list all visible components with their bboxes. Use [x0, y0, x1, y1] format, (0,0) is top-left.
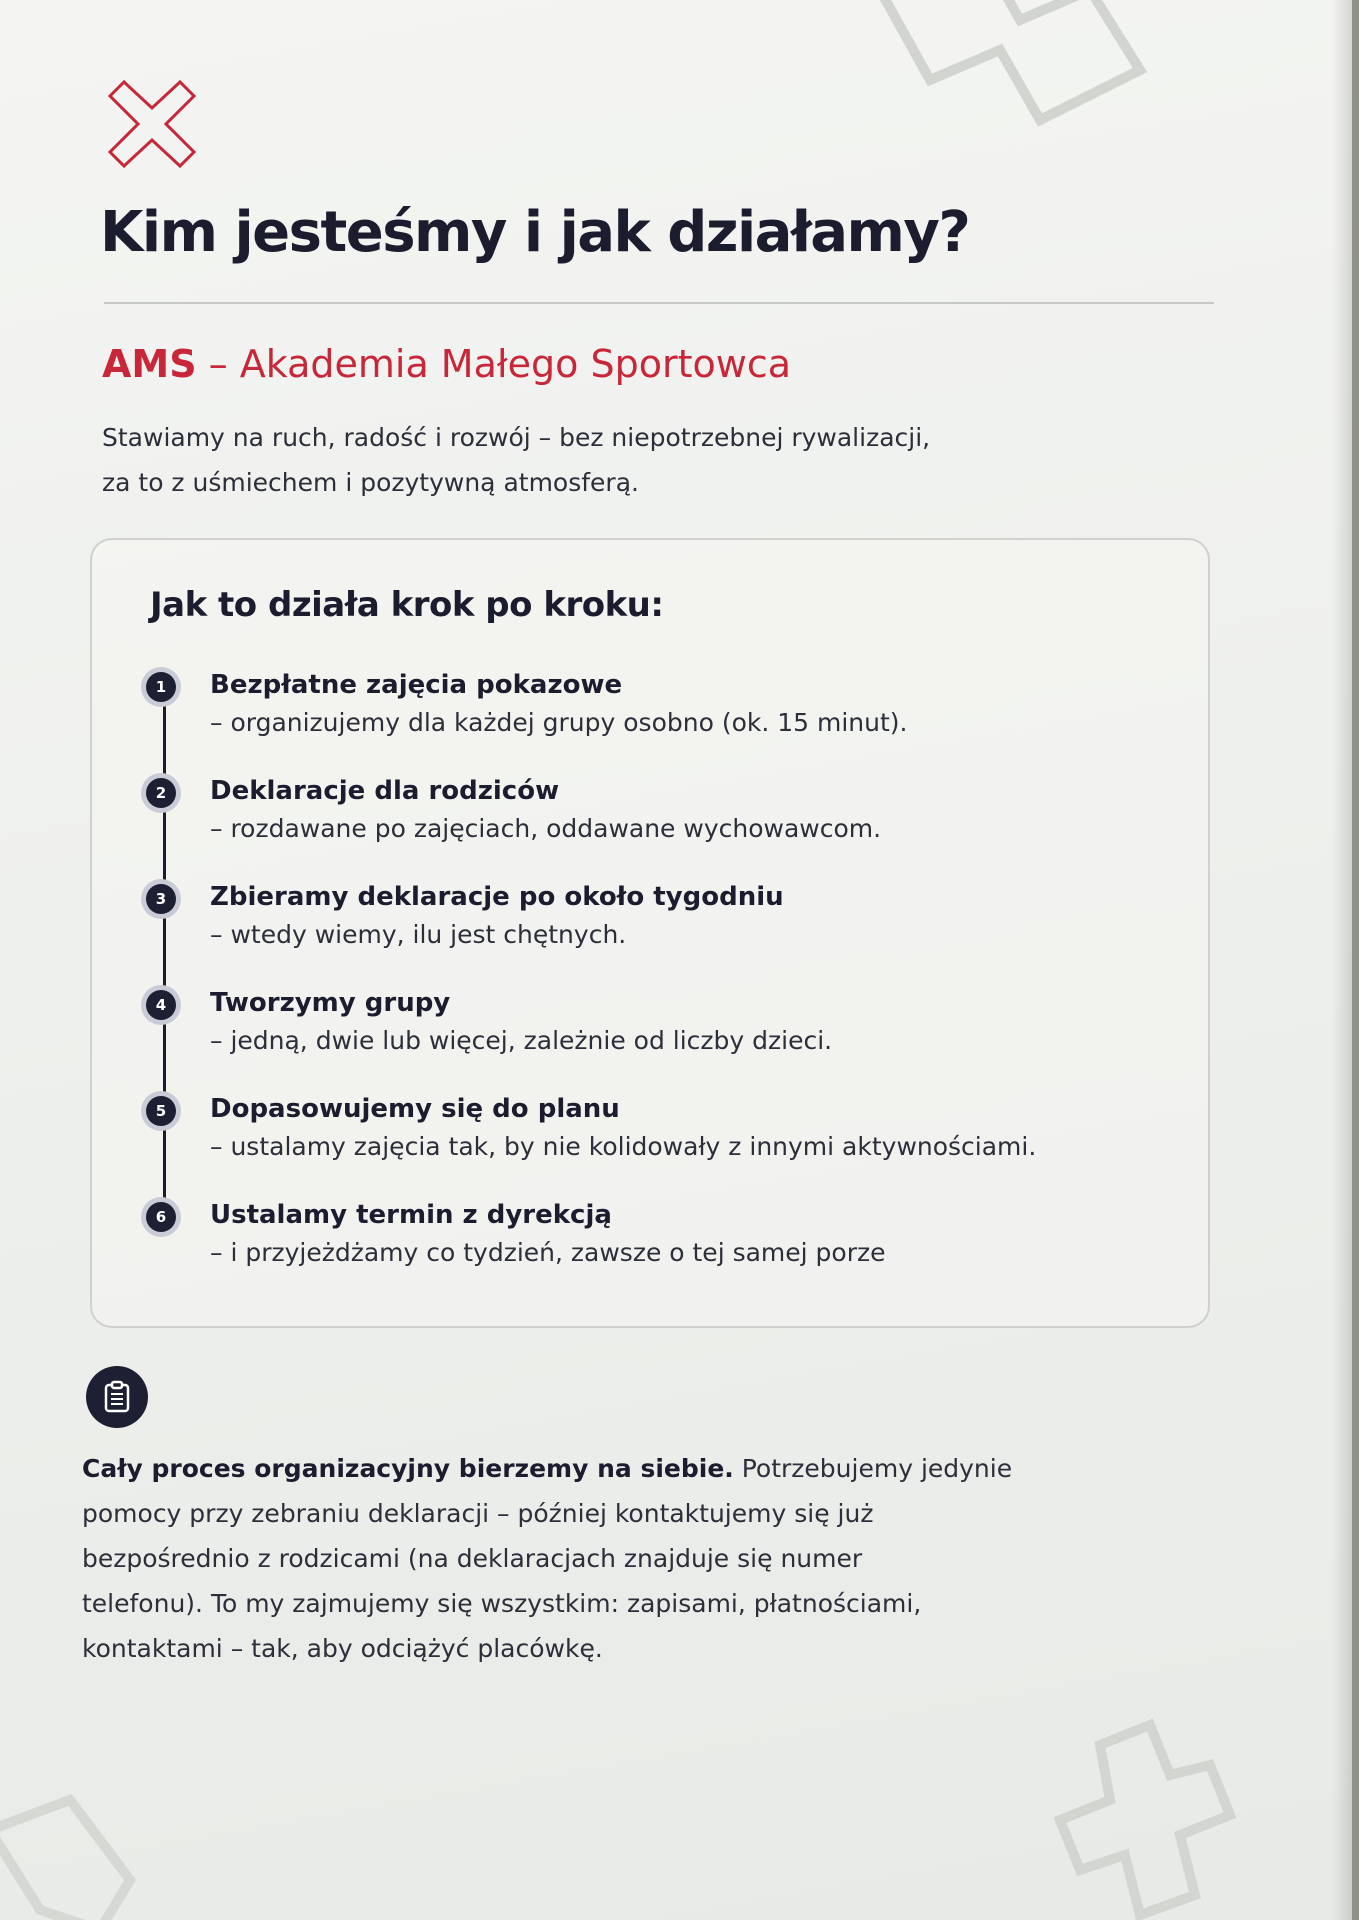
closing-line: bezpośrednio z rodzicami (na deklaracjach znajduje się numer — [82, 1544, 863, 1573]
step-number-badge: 1 — [146, 672, 176, 702]
step-title: Tworzymy grupy — [210, 988, 451, 1018]
step-title: Deklaracje dla rodziców — [210, 776, 560, 806]
decorative-cross-bottom-right — [1010, 1705, 1290, 1920]
step-number-badge: 6 — [146, 1202, 176, 1232]
step-title: Ustalamy termin z dyrekcją — [210, 1200, 612, 1230]
intro-line: Stawiamy na ruch, radość i rozwój – bez niepotrzebnej rywalizacji, — [102, 423, 931, 452]
decorative-cross-bottom-left — [0, 1770, 220, 1920]
page-title: Kim jesteśmy i jak działamy? — [100, 200, 970, 265]
x-logo-icon — [104, 78, 200, 170]
closing-line: telefonu). To my zajmujemy się wszystkim: zapisami, płatnościami, — [82, 1589, 922, 1618]
page-edge-shadow — [1332, 0, 1352, 1920]
step-description: – organizujemy dla każdej grupy osobno (ok. 15 minut). — [210, 708, 908, 737]
step-number-badge: 4 — [146, 990, 176, 1020]
step-title: Zbieramy deklaracje po około tygodniu — [210, 882, 784, 912]
subtitle-rest: – Akademia Małego Sportowca — [196, 342, 792, 386]
intro-paragraph — [102, 415, 1102, 505]
step-title: Bezpłatne zajęcia pokazowe — [210, 670, 623, 700]
brand-name: AMS — [102, 342, 197, 386]
clipboard-icon — [86, 1366, 148, 1428]
step-description: – rozdawane po zajęciach, oddawane wychowawcom. — [210, 814, 882, 843]
step-number-badge: 2 — [146, 778, 176, 808]
step-number-badge: 5 — [146, 1096, 176, 1126]
closing-line — [82, 1446, 1222, 1491]
closing-text: Potrzebujemy jedynie — [733, 1454, 1013, 1483]
step-description: – ustalamy zajęcia tak, by nie kolidowały z innymi aktywnościami. — [210, 1132, 1037, 1161]
subtitle — [102, 342, 791, 386]
step-description: – i przyjeżdżamy co tydzień, zawsze o tej samej porze — [210, 1238, 886, 1267]
closing-paragraph — [82, 1446, 1222, 1671]
steps-title: Jak to działa krok po kroku: — [150, 585, 664, 625]
step-description: – jedną, dwie lub więcej, zależnie od liczby dzieci. — [210, 1026, 833, 1055]
step-title: Dopasowujemy się do planu — [210, 1094, 620, 1124]
title-divider — [104, 302, 1214, 304]
intro-line: za to z uśmiechem i pozytywną atmosferą. — [102, 468, 639, 497]
timeline-line — [163, 686, 166, 1216]
decorative-cross-top-right — [860, 0, 1200, 170]
closing-bold: Cały proces organizacyjny bierzemy na siebie. — [82, 1454, 734, 1483]
step-description: – wtedy wiemy, ilu jest chętnych. — [210, 920, 627, 949]
step-number-badge: 3 — [146, 884, 176, 914]
closing-line: kontaktami – tak, aby odciążyć placówkę. — [82, 1634, 603, 1663]
closing-line: pomocy przy zebraniu deklaracji – później kontaktujemy się już — [82, 1499, 874, 1528]
